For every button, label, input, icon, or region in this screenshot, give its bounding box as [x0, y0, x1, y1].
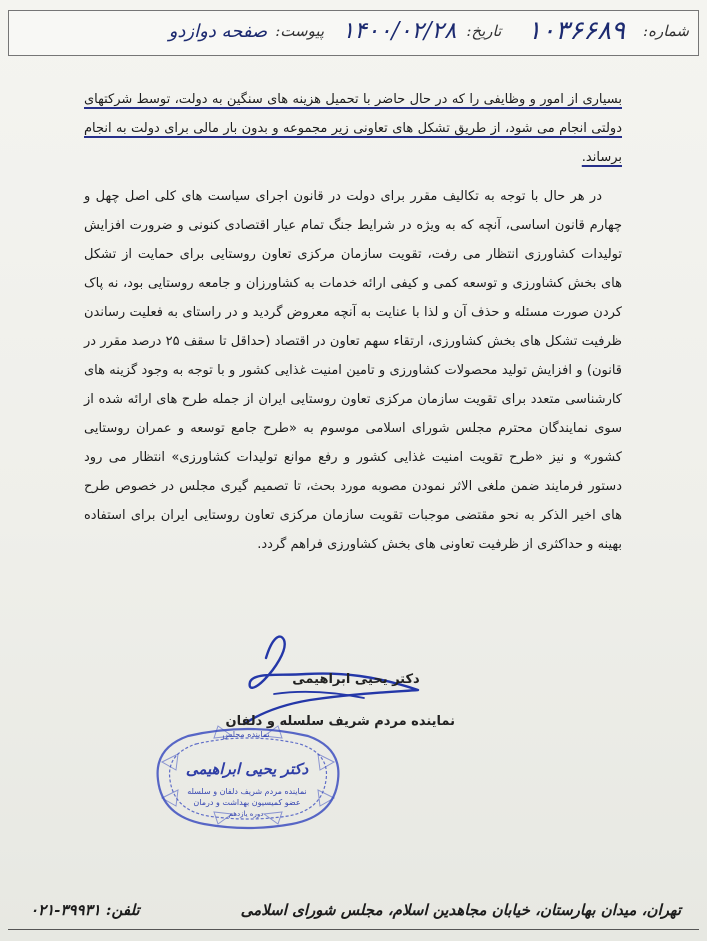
letter-number: ۱۰۳۶۶۸۹ — [527, 16, 626, 46]
attachment-label: پیوست: — [275, 22, 325, 40]
stamp-constituency: نماینده مردم شریف دلفان و سلسله — [187, 787, 307, 796]
stamp-top-text: نماینده مجلس — [222, 730, 270, 739]
footer-address: تهران، میدان بهارستان، خیابان مجاهدین اسلام، مجلس شورای اسلامی — [240, 901, 681, 919]
stamp-commission: عضو کمیسیون بهداشت و درمان — [193, 798, 301, 807]
paragraph1: بسیاری از امور و وظایفی را که در حال حاضر با تحمیل هزینه های سنگین به دولت، توسط شرکتهای دولتی انجام می شود، از طریق تشکل های تعاونی زیر مجموعه و بدون بار مالی برای دولت به انجام برساند. — [84, 92, 622, 165]
signatory-name: دکتر یحیی ابراهیمی — [292, 672, 420, 687]
header-fields — [169, 16, 689, 46]
paragraph2: در هر حال با توجه به تکالیف مقرر برای دولت در قانون اجرای سیاست های کلی اصل چهل و چهارم قانون اساسی، آنچه که به ویژه در شرایط جنگ تمام عیار اقتصادی کنونی و ضرورت افزایش تولیدات کشاورزی انتظار می رفت، تقویت سازمان مرکزی تعاون روستایی برای حمایت از تشکل های بخش کشاورزی و توسعه کمی و کیفی ارائه خدمات به کشاورزان و جامعه روستایی بود، نه پاک کردن صورت مسئله و حذف آن و لذا با عنایت به آنچه معروض گردید و در راستای به فعلیت رساندن ظرفیت تشکل های بخش کشاورزی، ارتقاء سهم تعاون در اقتصاد (حداقل تا سقف ۲۵ درصد مقرر در قانون) و افزایش تولید محصولات کشاورزی و تامین امنیت غذایی کشور و با توجه به وجود گزینه های کارشناسی متعدد برای تقویت سازمان مرکزی تعاون روستایی ایران از جمله طرح های ارائه شده از سوی نمایندگان محترم مجلس شورای اسلامی موسوم به «طرح جامع توسعه و عمران روستایی کشور» و نیز «طرح تقویت امنیت غذایی کشور و رفع موانع تولیدات کشاورزی» انتظار می رود دستور فرمایند ضمن ملغی الاثر نمودن مصوبه مورد بحث، تا تصمیم گیری مجلس در خصوص طرح های اخیر الذکر به نحو مقتضی موجبات تقویت سازمان مرکزی تعاون روستایی ایران برای استفاده بهینه و حداکثری از ظرفیت تعاونی های بخش کشاورزی فراهم گردد. — [84, 189, 622, 552]
paragraph-continuation — [84, 85, 622, 172]
letter-body — [84, 85, 622, 559]
date-label: تاریخ: — [466, 22, 502, 40]
number-label: شماره: — [643, 22, 689, 40]
paragraph-main — [84, 182, 622, 559]
signatory-role: نماینده مردم شریف سلسله و دلفان — [225, 714, 455, 729]
letter-date: ۱۴۰۰/۰۲/۲۸ — [342, 18, 457, 44]
footer-divider — [8, 929, 699, 930]
stamp-term: دوره یازدهم — [228, 810, 264, 818]
letter-footer — [8, 899, 699, 937]
footer-phone: تلفن: ۳۹۹۳۱-۰۲۱ — [30, 901, 140, 919]
attachment-value: صفحه دوازدو — [168, 20, 268, 42]
signature-block — [291, 672, 421, 687]
stamp-name: دکتر یحیی ابراهیمی — [185, 760, 309, 778]
